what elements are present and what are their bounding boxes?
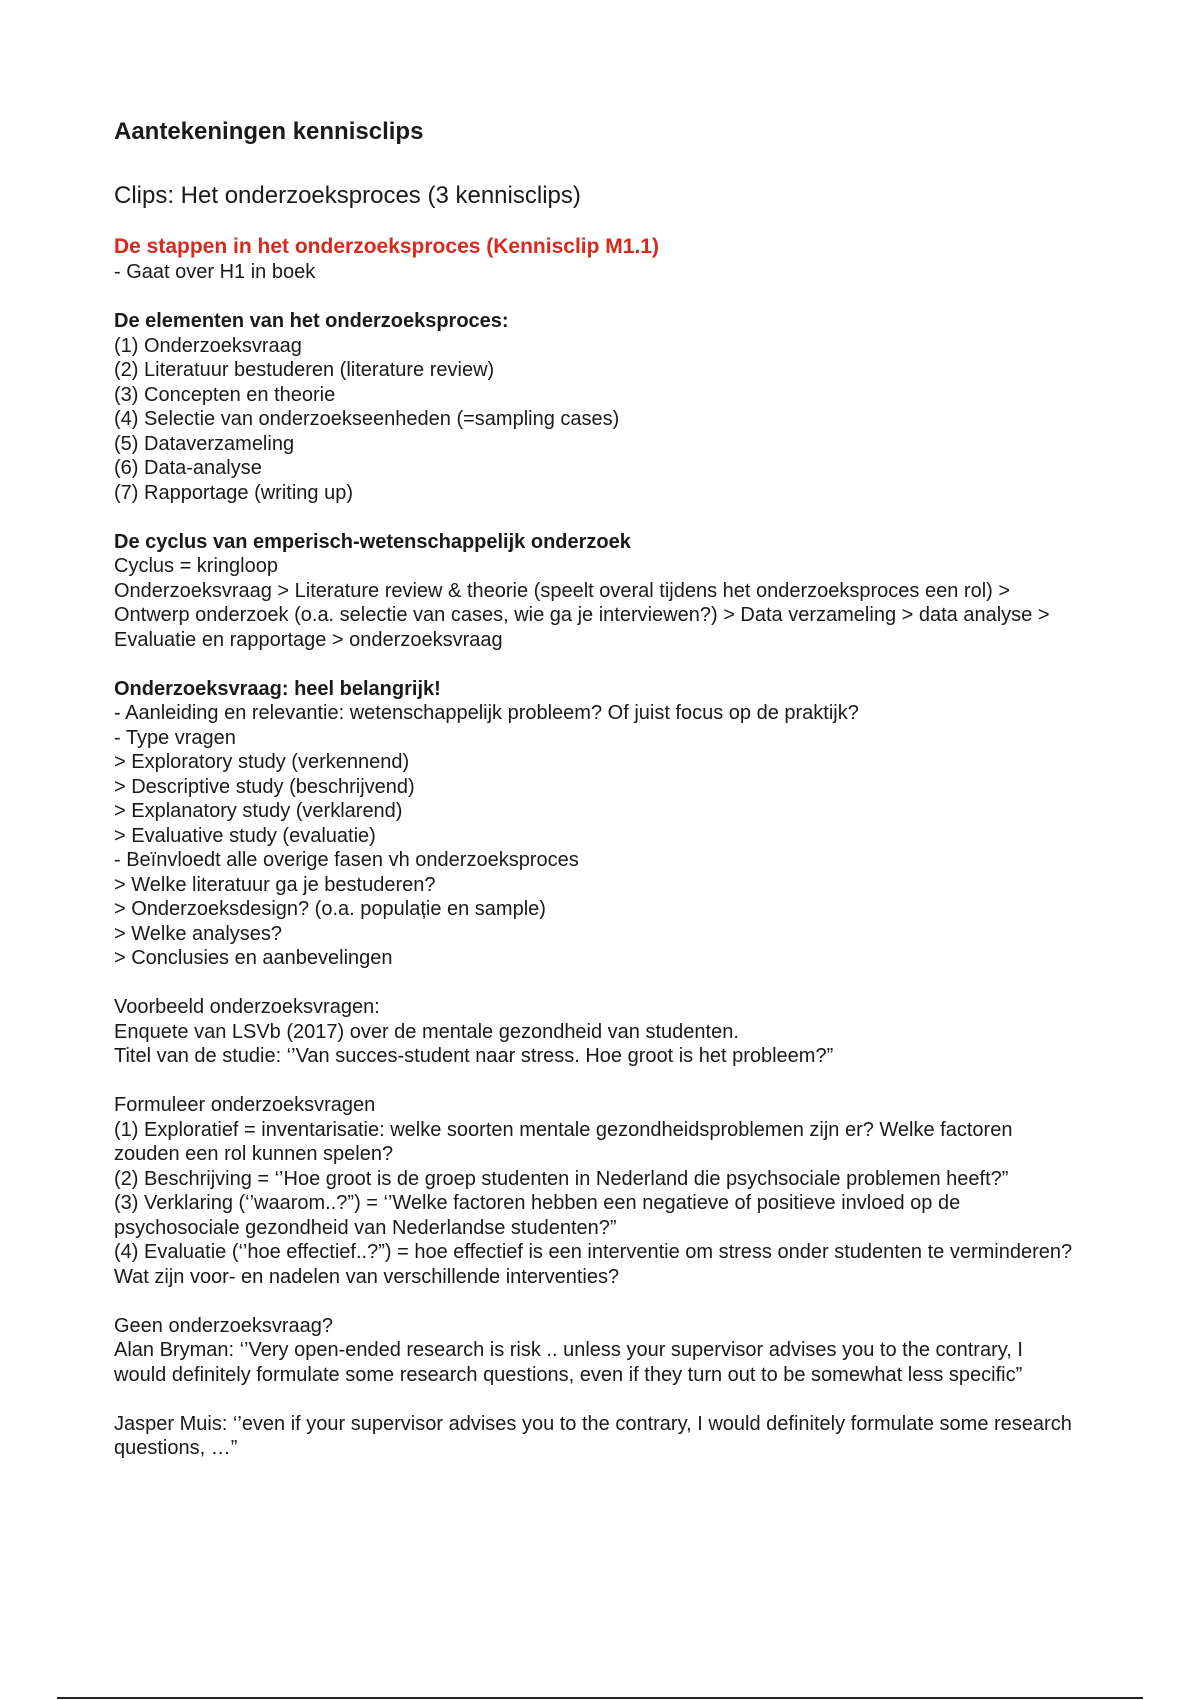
examples-block — [114, 995, 1074, 1069]
question-line: - Aanleiding en relevantie: wetenschappelijk probleem? Of juist focus op de praktijk? — [114, 702, 859, 724]
elements-item: (5) Dataverzameling — [114, 432, 295, 455]
document-title: Aantekeningen kennisclips — [114, 118, 424, 145]
page-bottom-divider — [57, 1697, 1143, 1699]
noquestion-heading: Geen onderzoeksvraag? — [114, 1314, 334, 1337]
question-line: > Onderzoeksdesign? (o.a. populație en sample) — [114, 898, 546, 920]
cycle-heading: De cyclus van emperisch-wetenschappelijk onderzoek — [114, 530, 631, 553]
cycle-text: Onderzoeksvraag > Literature review & theorie (speelt overal tijdens het onderzoeksproces een rol) > Ontwerp onderzoek (o.a. selectie van cases, wie ga je interviewen?) > Data verzameling > data analyse > Evaluatie en rapportage > onderzoeksvraag — [114, 579, 1050, 651]
elements-item: (4) Selectie van onderzoekseenheden (=sampling cases) — [114, 408, 620, 430]
question-line: > Welke analyses? — [114, 922, 283, 945]
question-line: > Welke literatuur ga je bestuderen? — [114, 873, 436, 896]
formulate-item: (3) Verklaring (‘’waarom..?”) = ‘’Welke factoren hebben een negatieve of positieve invloed op de psychosociale gezondheid van Nederlandse studenten?” — [114, 1192, 961, 1239]
formulate-item: (4) Evaluatie (‘’hoe effectief..?”) = hoe effectief is een interventie om stress onder studenten te verminderen? Wat zijn voor- en nadelen van verschillende interventies? — [114, 1241, 1073, 1288]
question-line: > Evaluative study (evaluatie) — [114, 824, 376, 847]
question-heading: Onderzoeksvraag: heel belangrijk! — [114, 677, 441, 700]
elements-heading: De elementen van het onderzoeksproces: — [114, 310, 509, 332]
noquestion-block — [114, 1314, 1074, 1388]
document-subtitle: Clips: Het onderzoeksproces (3 kennisclips) — [114, 182, 581, 209]
examples-line: Voorbeeld onderzoeksvragen: — [114, 996, 380, 1018]
examples-line: Titel van de studie: ‘’Van succes-student naar stress. Hoe groot is het probleem?” — [114, 1045, 834, 1067]
question-line: > Exploratory study (verkennend) — [114, 751, 410, 773]
cycle-definition: Cyclus = kringloop — [114, 555, 278, 577]
elements-block — [114, 309, 1074, 505]
formulate-item: (1) Exploratief = inventarisatie: welke soorten mentale gezondheidsproblemen zijn er? Welke factoren zouden een rol kunnen spelen? — [114, 1118, 1013, 1165]
muis-quote: Jasper Muis: ‘’even if your supervisor advises you to the contrary, I would definitely formulate some research questions, …” — [114, 1412, 1072, 1459]
formulate-block — [114, 1093, 1074, 1289]
question-line: > Explanatory study (verklarend) — [114, 800, 403, 822]
noquestion-text: Alan Bryman: ‘’Very open-ended research is risk .. unless your supervisor advises you to the contrary, I would definitely formulate some research questions, even if they turn out to be somewhat less specific” — [114, 1339, 1023, 1386]
document-page — [114, 114, 1074, 1461]
muis-block — [114, 1412, 1074, 1461]
elements-item: (2) Literatuur bestuderen (literature review) — [114, 359, 495, 381]
formulate-intro: Formuleer onderzoeksvragen — [114, 1094, 376, 1116]
section-heading-stappen: De stappen in het onderzoeksproces (Kennisclip M1.1) — [114, 235, 659, 258]
question-block — [114, 677, 1074, 971]
examples-line: Enquete van LSVb (2017) over de mentale gezondheid van studenten. — [114, 1020, 739, 1043]
elements-item: (3) Concepten en theorie — [114, 383, 336, 406]
cycle-block — [114, 530, 1074, 653]
elements-item: (6) Data-analyse — [114, 457, 262, 479]
question-line: - Beïnvloedt alle overige fasen vh onderzoeksproces — [114, 849, 579, 871]
section-note: - Gaat over H1 in boek — [114, 261, 316, 283]
question-line: > Conclusies en aanbevelingen — [114, 947, 393, 969]
formulate-item: (2) Beschrijving = ‘’Hoe groot is de groep studenten in Nederland die psychsociale problemen heeft?” — [114, 1167, 1009, 1190]
elements-item: (7) Rapportage (writing up) — [114, 481, 353, 504]
elements-item: (1) Onderzoeksvraag — [114, 334, 302, 357]
question-line: - Type vragen — [114, 726, 236, 749]
question-line: > Descriptive study (beschrijvend) — [114, 775, 415, 798]
